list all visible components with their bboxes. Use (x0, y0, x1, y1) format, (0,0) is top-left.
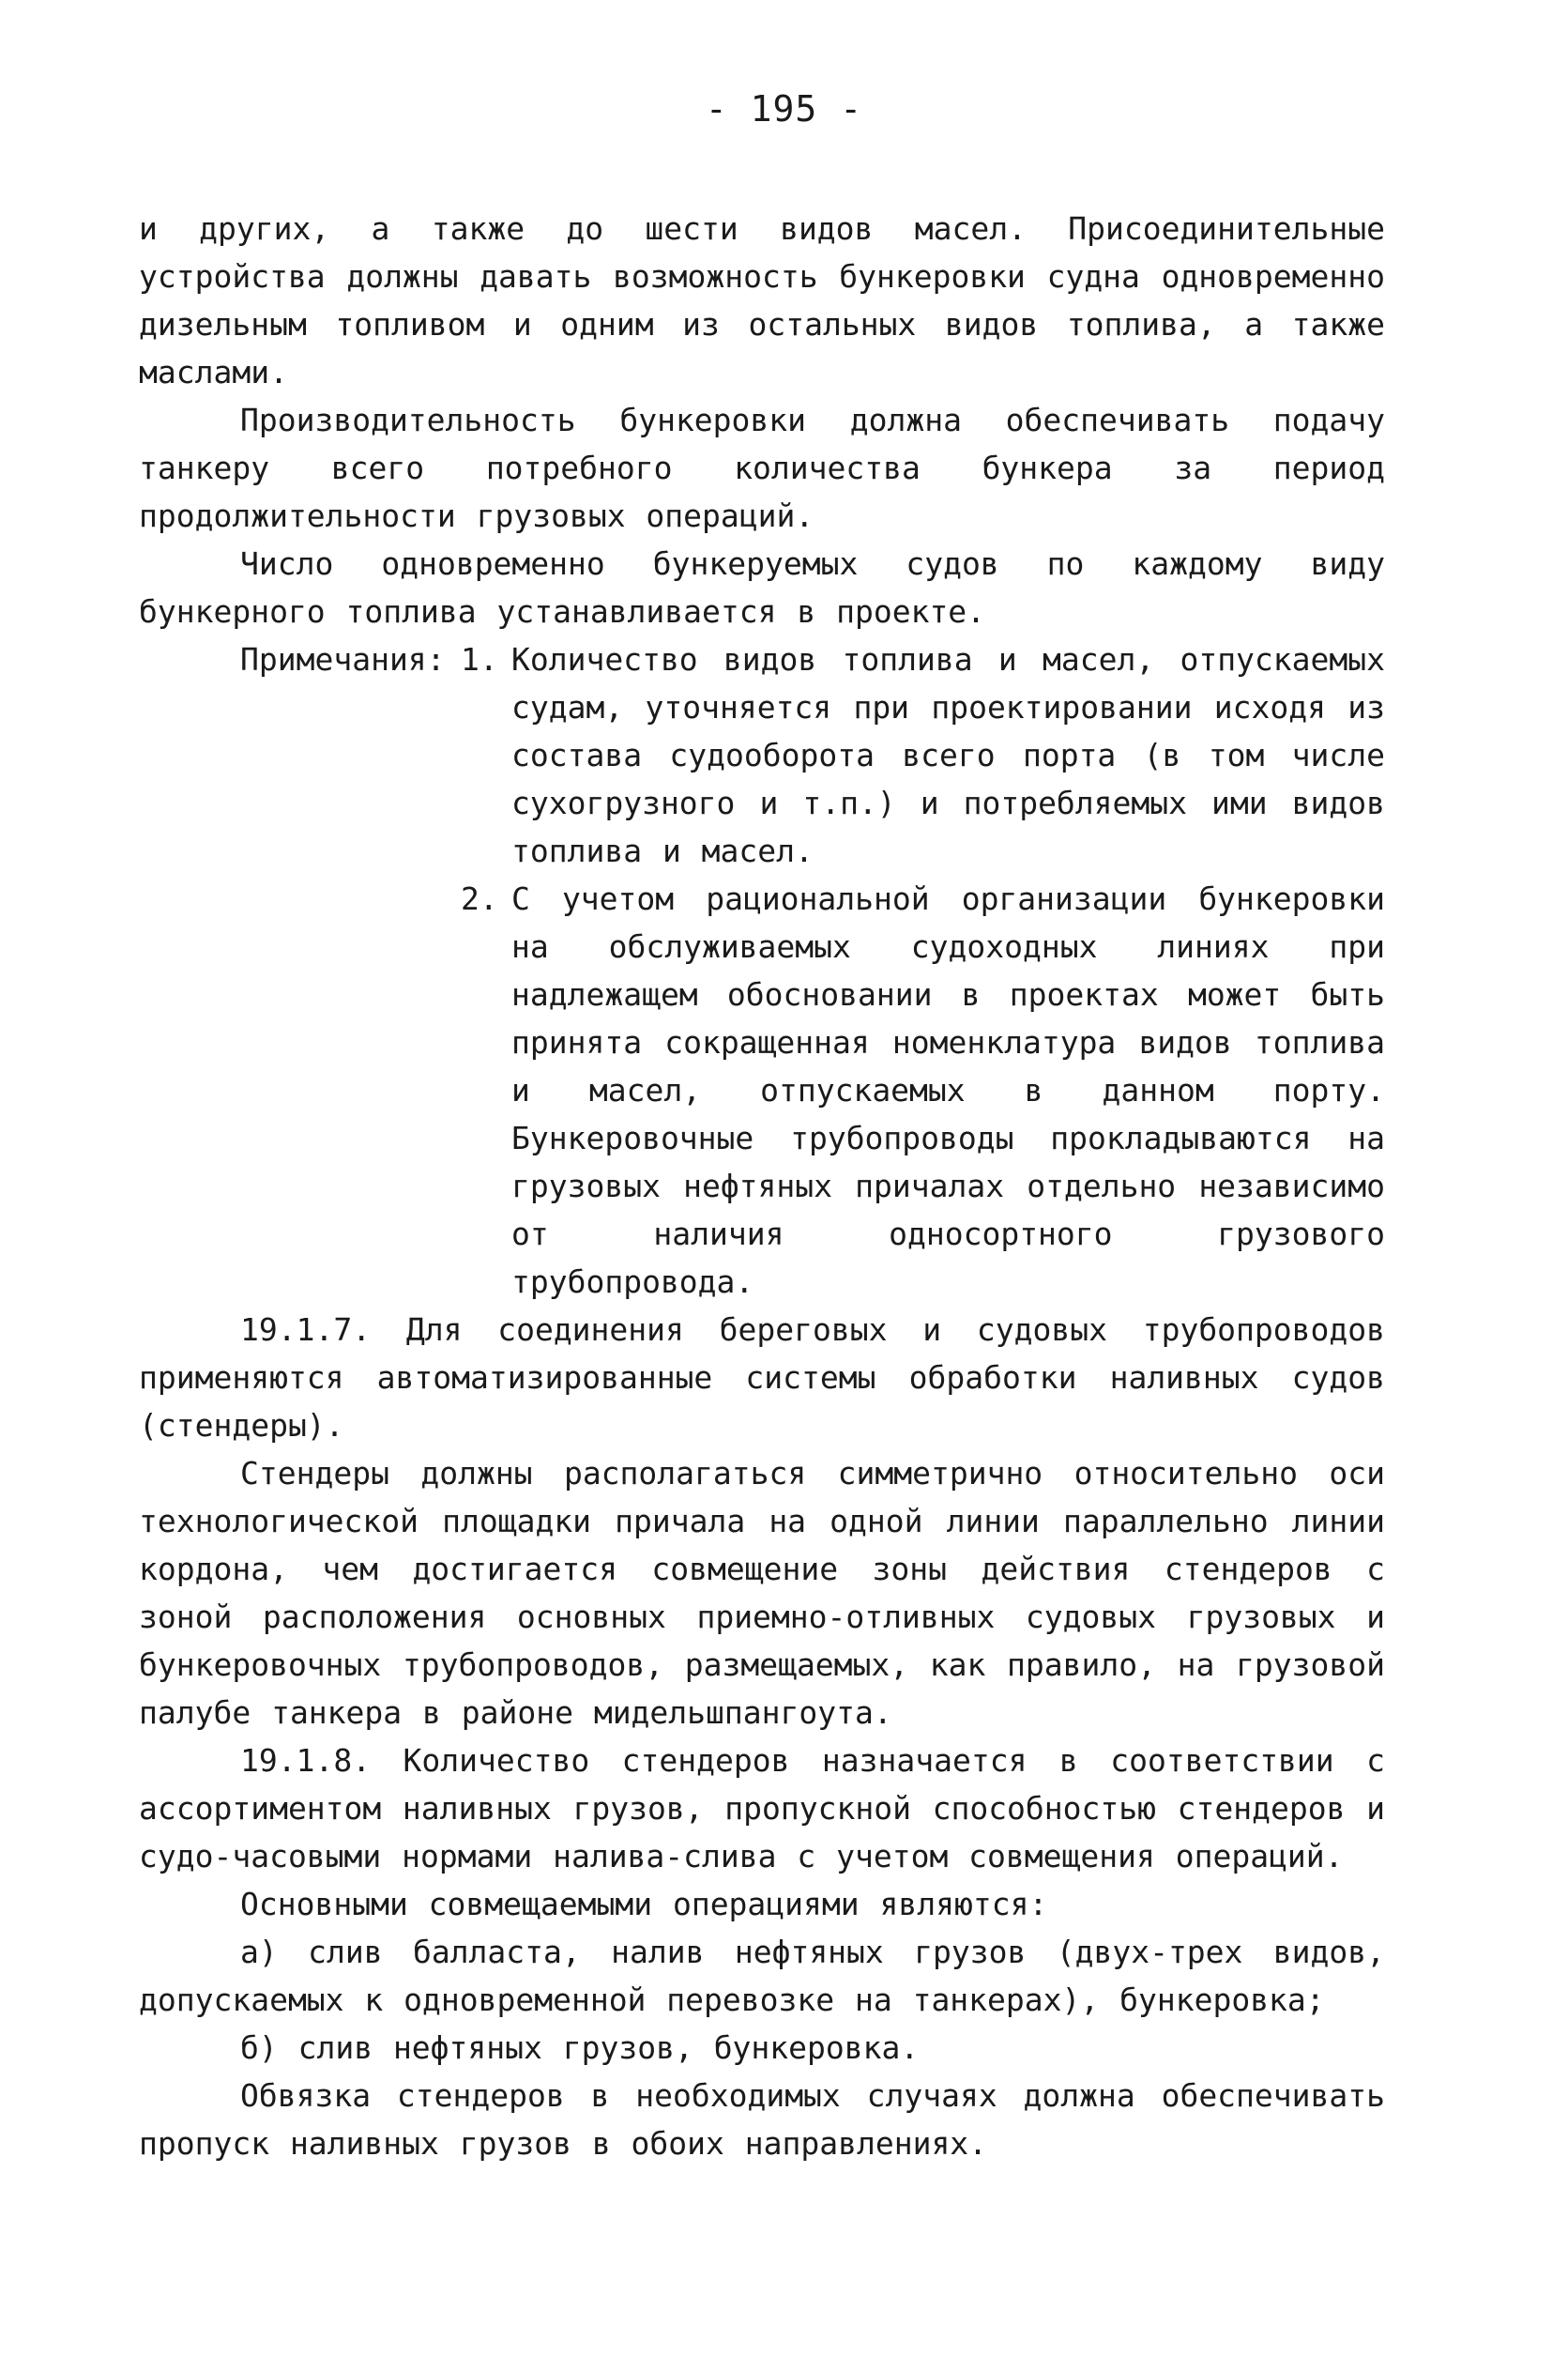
note-item-1 (461, 635, 1385, 875)
paragraph-stenders-piping: Обвязка стендеров в необходимых случаях должна обеспечивать пропуск наливных грузов в обоих направлениях. (139, 2077, 1385, 2162)
page-content (139, 205, 1385, 2167)
paragraph-bunkering-capacity: Производительность бункеровки должна обеспечивать подачу танкеру всего потребного количества бункера за период продолжительности грузовых операций. (139, 402, 1385, 534)
paragraph-combined-operations: Основными совмещаемыми операциями являются: (240, 1886, 1048, 1922)
note-number: 2. (461, 880, 498, 917)
note-item-2 (461, 875, 1385, 1306)
note-text: Количество видов топлива и масел, отпускаемых судам, уточняется при проектировании исходя из состава судооборота всего порта (в том числе сухогрузного и т.п.) и потребляемых ими видов топлива и масел. (511, 641, 1385, 869)
paragraph-stenders-placement: Стендеры должны располагаться симметрично относительно оси технологической площадки причала на одной линии параллельно линии кордона, чем достигается совмещение зоны действия стендеров с зоной расположения основных приемно-отливных судовых грузовых и бункеровочных трубопроводов, размещаемых, как правило, на грузовой палубе танкера в районе мидельшпангоута. (139, 1455, 1385, 1731)
page-number: - 195 - (705, 88, 863, 130)
paragraph-vessel-count: Число одновременно бункеруемых судов по каждому виду бункерного топлива устанавливается в проекте. (139, 545, 1385, 630)
list-item-a: а) слив балласта, налив нефтяных грузов (двух-трех видов, допускаемых к одновременной перевозке на танкерах), бункеровка; (139, 1934, 1385, 2018)
paragraph-continuation: и других, а также до шести видов масел. Присоединительные устройства должны давать возможность бункеровки судна одновременно дизельным топливом и одним из остальных видов топлива, а также маслами. (139, 210, 1385, 390)
paragraph-section-19-1-8: 19.1.8. Количество стендеров назначается в соответствии с ассортиментом наливных грузов, пропускной способностью стендеров и судо-часовыми нормами налива-слива с учетом совмещения операций. (139, 1742, 1385, 1874)
notes-label: Примечания: (240, 641, 446, 678)
paragraph-section-19-1-7: 19.1.7. Для соединения береговых и судовых трубопроводов применяются автоматизированные системы обработки наливных судов (стендеры). (139, 1311, 1385, 1444)
note-text: С учетом рациональной организации бункеровки на обслуживаемых судоходных линиях при надлежащем обосновании в проектах может быть принята сокращенная номенклатура видов топлива и масел, отпускаемых в данном порту. Бункеровочные трубопроводы прокладываются на грузовых нефтяных причалах отдельно независимо от наличия односортного грузового трубопровода. (511, 880, 1385, 1300)
notes-block (139, 635, 1385, 1306)
note-number: 1. (461, 641, 498, 678)
list-item-b: б) слив нефтяных грузов, бункеровка. (240, 2029, 920, 2066)
